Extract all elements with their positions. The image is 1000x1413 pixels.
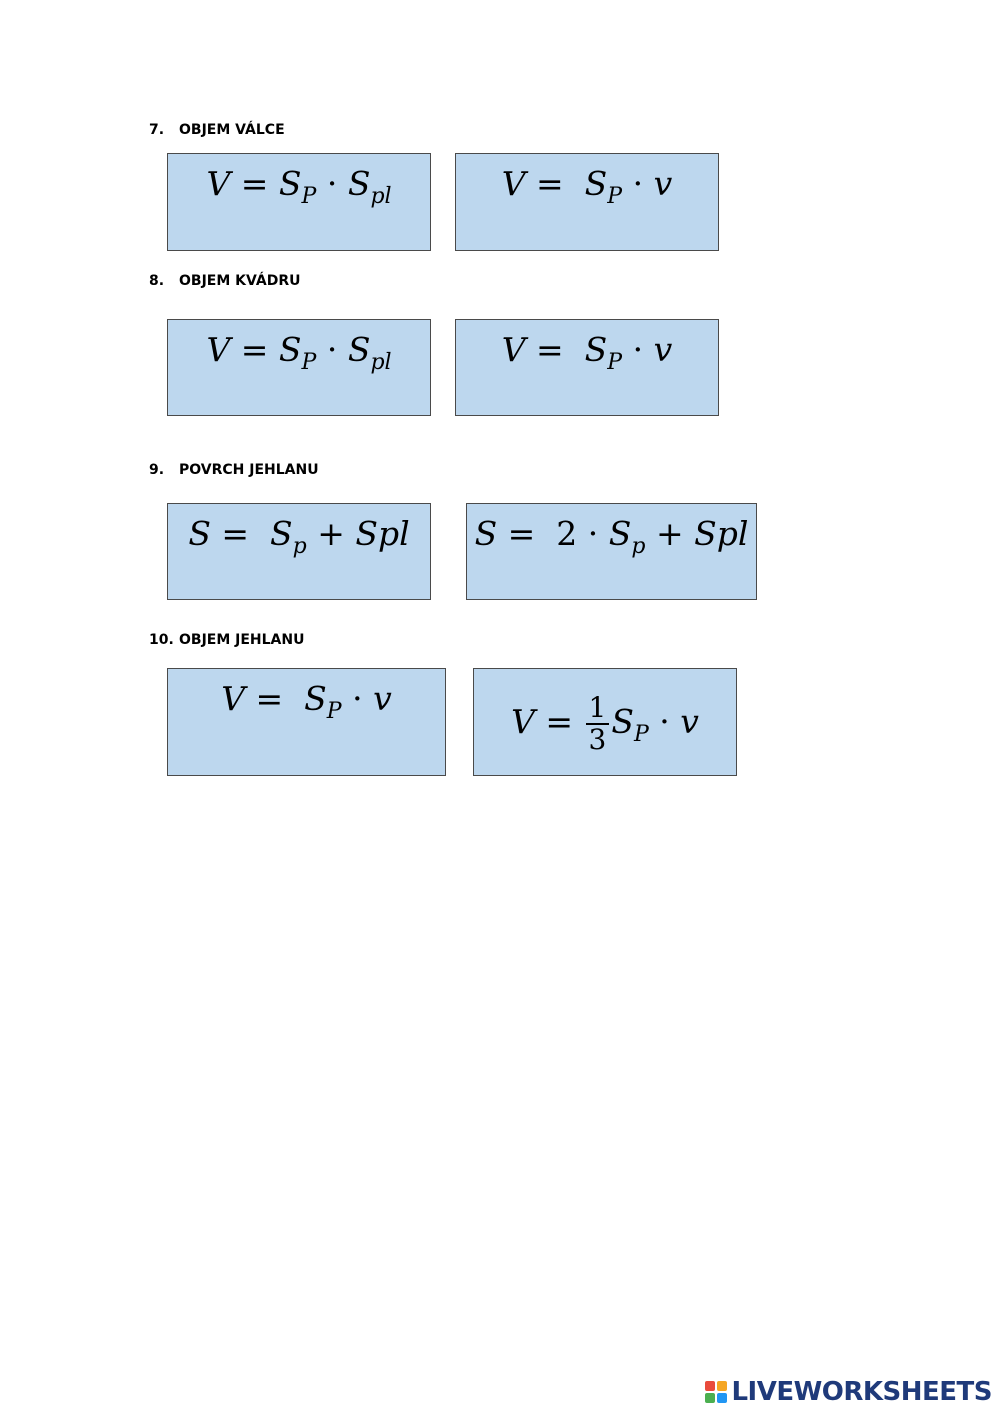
- section-number: 8.: [149, 273, 165, 289]
- liveworksheets-logo: [705, 1377, 992, 1407]
- formula: V = $\frac{1}{3}$ $S_P \cdot v$: [511, 691, 699, 756]
- section-title: OBJEM JEHLANU: [179, 632, 305, 648]
- formula: $S = S_p$ + Spl: [188, 514, 410, 559]
- logo-text: LIVEWORKSHEETS: [731, 1377, 992, 1407]
- section-number: 7.: [149, 122, 165, 138]
- formula: $V = S_P \cdot S_{pl}$: [206, 330, 392, 375]
- answer-option-10b[interactable]: [473, 668, 737, 776]
- formula: $V = S_P \cdot v$: [501, 330, 673, 375]
- section-7-heading: [149, 121, 285, 139]
- answer-option-8b[interactable]: [455, 319, 719, 416]
- formula: $V = S_P \cdot v$: [501, 164, 673, 209]
- section-9-heading: [149, 461, 319, 479]
- section-8-heading: [149, 272, 301, 290]
- fraction: $\frac{1}{3}$: [586, 693, 610, 755]
- formula: $S = 2 \cdot S_p$ + Spl: [474, 514, 749, 559]
- answer-option-7a[interactable]: [167, 153, 431, 251]
- section-number: 10.: [149, 632, 174, 648]
- logo-tiles-icon: [705, 1381, 727, 1403]
- formula: $V = S_P \cdot S_{pl}$: [206, 164, 392, 209]
- answer-option-8a[interactable]: [167, 319, 431, 416]
- section-title: OBJEM VÁLCE: [179, 122, 285, 138]
- answer-option-9a[interactable]: [167, 503, 431, 600]
- section-10-heading: [149, 631, 304, 649]
- section-title: POVRCH JEHLANU: [179, 462, 319, 478]
- section-title: OBJEM KVÁDRU: [179, 273, 301, 289]
- formula: $V = S_P \cdot v$: [221, 679, 392, 724]
- answer-option-7b[interactable]: [455, 153, 719, 251]
- answer-option-9b[interactable]: [466, 503, 757, 600]
- answer-option-10a[interactable]: [167, 668, 446, 776]
- section-number: 9.: [149, 462, 165, 478]
